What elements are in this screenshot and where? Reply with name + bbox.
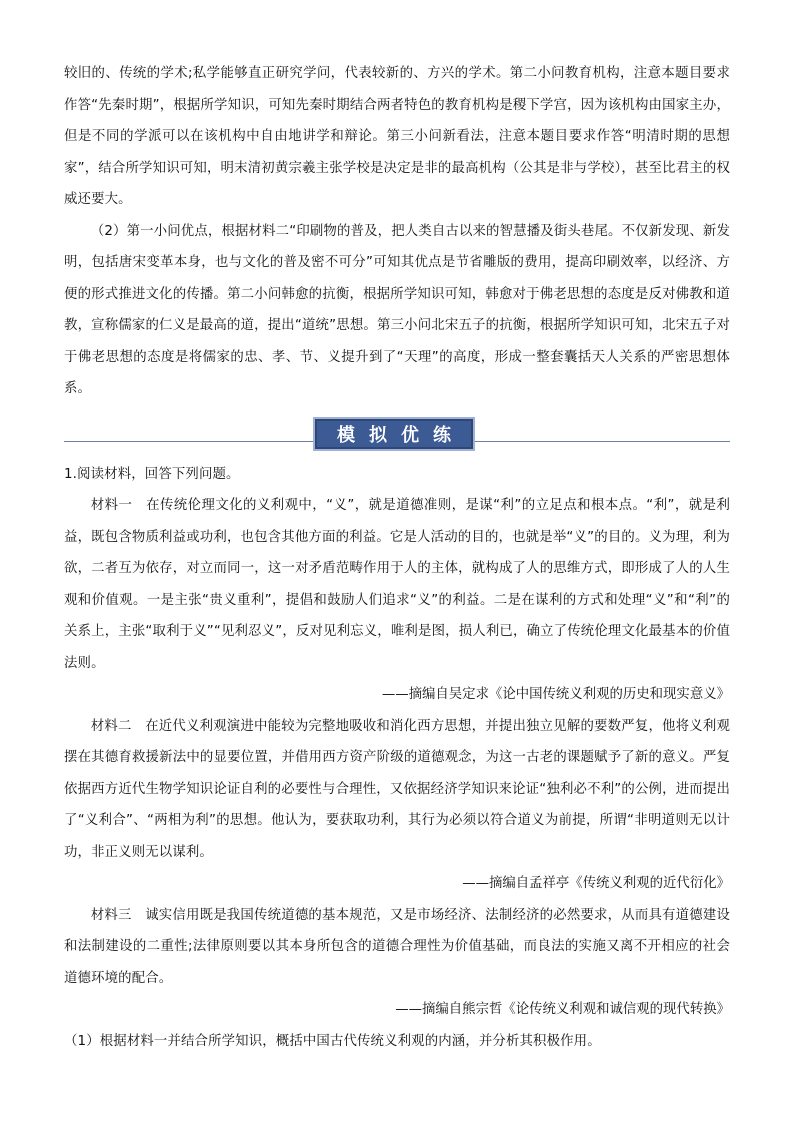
- banner-title: 模拟优练: [313, 417, 475, 451]
- section-banner: [64, 407, 730, 459]
- material-1-source: ——摘编自吴定求《论中国传统义利观的历史和现实意义》: [381, 687, 730, 702]
- material-3-text: 材料三 诚实信用既是我国传统道德的基本规范，又是市场经济、法制经济的必然要求，从而具有道德建设和法制建设的二重性;法律原则要以其本身所包含的道德合理性为价值基础，而良法的实施又离不开相应的社会道德环境的配合。: [64, 907, 730, 986]
- question-intro: 1.阅读材料，回答下列问题。: [64, 466, 240, 482]
- material-2-source: ——摘编自孟祥亭《传统义利观的近代衍化》: [462, 876, 730, 891]
- sub-question-1: （1）根据材料一并结合所学知识，概括中国古代传统义利观的内涵，并分析其积极作用。: [64, 1033, 601, 1049]
- analysis-paragraph-2: （2）第一小问优点，根据材料二“印刷物的普及，把人类自古以来的智慧播及街头巷尾。不仅新发现、新发明，包括唐宋变革本身，也与文化的普及密不可分”可知其优点是节省雕版的费用，提高印刷效率，以经济、方便的形式推进文化的传播。第二小问韩愈的抗衡，根据所学知识可知，韩愈对于佛老思想的态度是反对佛教和道教，宣称儒家的仁义是最高的道，提出“道统”思想。第三小问北宋五子的抗衡，根据所学知识可知，北宋五子对于佛老思想的态度是将儒家的忠、孝、节、义提升到了“天理”的高度，形成一整套囊括天人关系的严密思想体系。: [64, 223, 730, 396]
- material-2-text: 材料二 在近代义利观演进中能较为完整地吸收和消化西方思想，并提出独立见解的要数严复，他将义利观摆在其德育救援新法中的显要位置，并借用西方资产阶级的道德观念，为这一古老的课题赋予了新的意义。严复依据西方近代生物学知识论证自利的必要性与合理性，又依据经济学知识来论证“独利必不利”的公例，进而提出了“义利合”、“两相为利”的思想。他认为，要获取功利，其行为必须以符合道义为前提，所谓“非明道则无以计功，非正义则无以谋利。: [64, 718, 730, 860]
- document-page: [64, 0, 730, 1057]
- material-3-source: ——摘编自熊宗哲《论传统义利观和诚信观的现代转换》: [395, 1002, 730, 1017]
- material-1-text: 材料一 在传统伦理文化的义利观中，“义”，就是道德准则，是谋“利”的立足点和根本点。“利”，就是利益，既包含物质利益或功利，也包含其他方面的利益。它是人活动的目的，也就是举“义”的目的。义为理，利为欲，二者互为依存，对立而同一，这一对矛盾范畴作用于人的主体，就构成了人的思维方式，即形成了人的人生观和价值观。一是主张“贵义重利”，提倡和鼓励人们追求“义”的利益。二是在谋利的方式和处理“义”和“利”的关系上，主张“取利于义”“见利忍义”，反对见利忘义，唯利是图，损人利已，确立了传统伦理文化最基本的价值法则。: [64, 498, 730, 671]
- analysis-paragraph-1: 较旧的、传统的学术;私学能够直正研究学问，代表较新的、方兴的学术。第二小问教育机构，注意本题目要求作答“先秦时期”，根据所学知识，可知先秦时期结合两者特色的教育机构是稷下学宫，因为该机构由国家主办，但是不同的学派可以在该机构中自由地讲学和辩论。第三小问新看法，注意本题目要求作答“明清时期的思想家”，结合所学知识可知，明末清初黄宗羲主张学校是决定是非的最高机构（公其是非与学校），甚至比君主的权威还要大。: [64, 66, 730, 207]
